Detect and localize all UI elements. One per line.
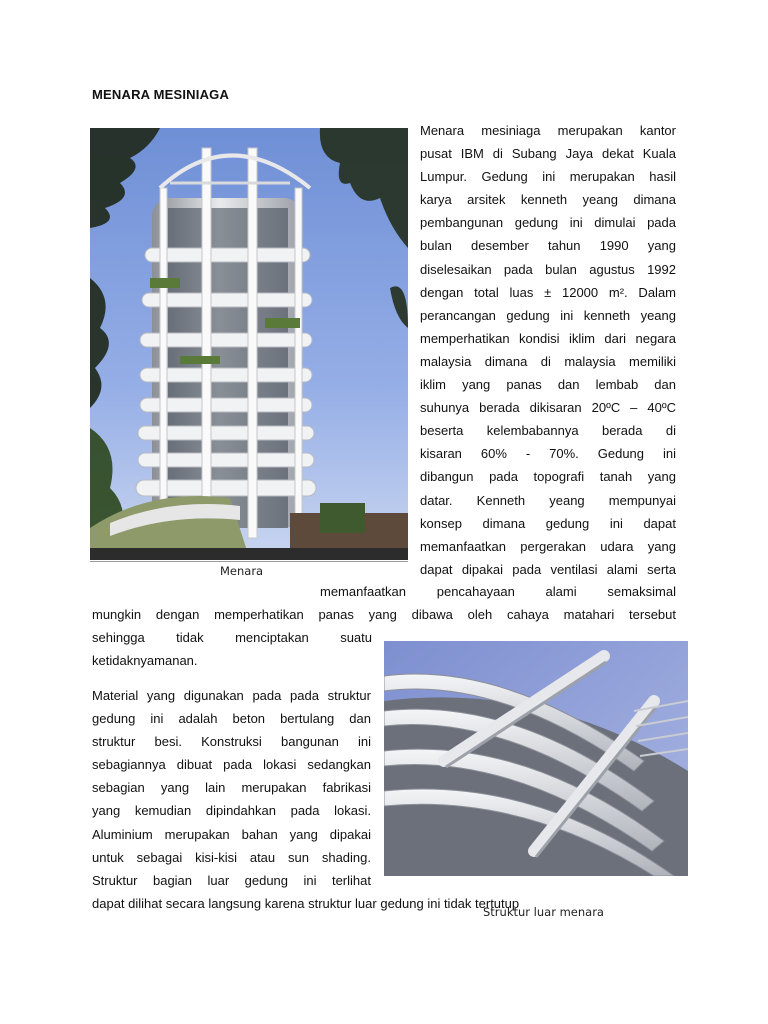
text-line: sebagiannya dibuat pada lokasi sedangkan xyxy=(92,757,371,773)
text-line: sebagian yang lain merupakan fabrikasi xyxy=(92,780,371,796)
text-line: Material yang digunakan pada pada struktur xyxy=(92,688,371,703)
tower-photo-image xyxy=(90,128,408,560)
text-line: dibangun pada topografi tanah yang xyxy=(420,469,676,485)
text-line: struktur besi. Konstruksi bangunan ini xyxy=(92,734,371,750)
text-line: Menara mesiniaga merupakan kantor xyxy=(420,123,676,138)
text-line: pembangunan gedung ini dimulai pada xyxy=(420,215,676,231)
text-line: pusat IBM di Subang Jaya dekat Kuala xyxy=(420,146,676,162)
text-line: memanfaatkan pencahayaan alami semaksimal xyxy=(320,584,676,599)
paragraph-material xyxy=(92,684,520,915)
structure-photo xyxy=(384,641,688,876)
text-line: Lumpur. Gedung ini merupakan hasil xyxy=(420,169,676,185)
text-line: dengan total luas ± 12000 m². Dalam xyxy=(420,284,676,300)
page-title: MENARA MESINIAGA xyxy=(92,87,230,102)
text-line: konsep dimana gedung ini dapat xyxy=(420,515,676,531)
text-line: karya arsitek kenneth yeang dimana xyxy=(420,192,676,208)
figure1-caption: Menara xyxy=(220,564,264,578)
text-line: yang kemudian dipindahkan pada lokasi. xyxy=(92,803,371,819)
text-line: untuk sebagai kisi-kisi atau sun shading. xyxy=(92,849,371,865)
paragraph-intro xyxy=(420,119,676,581)
text-line: datar. Kenneth yeang mempunyai xyxy=(420,492,676,508)
tower-photo xyxy=(90,128,408,560)
text-line: gedung ini adalah beton bertulang dan xyxy=(92,711,371,727)
text-line: memperhatikan kondisi iklim dari negara xyxy=(420,330,676,346)
text-line: memanfaatkan pergerakan udara yang xyxy=(420,538,676,554)
text-line: malaysia dimana di malaysia memiliki xyxy=(420,353,676,369)
structure-photo-image xyxy=(384,641,688,876)
text-line: iklim yang panas dan lembab dan xyxy=(420,377,676,393)
text-line: Struktur bagian luar gedung ini terlihat xyxy=(92,872,371,888)
text-line: suhunya berada dikisaran 20ºC – 40ºC xyxy=(420,400,676,416)
text-line: Aluminium merupakan bahan yang dipakai xyxy=(92,826,371,842)
text-line: bulan desember tahun 1990 yang xyxy=(420,238,676,254)
figure2-caption: Struktur luar menara xyxy=(483,905,604,919)
text-line: perancangan gedung ini kenneth yeang xyxy=(420,307,676,323)
text-line: dapat dilihat secara langsung karena struktur luar gedung ini tidak tertutup xyxy=(92,895,520,911)
text-line: sehingga tidak menciptakan suatu xyxy=(92,630,372,646)
text-line: diselesaikan pada bulan agustus 1992 xyxy=(420,261,676,277)
text-line: beserta kelembabannya berada di xyxy=(420,423,676,439)
text-line: ketidaknyamanan. xyxy=(92,653,198,669)
text-line: dapat dipakai pada ventilasi alami serta xyxy=(420,561,676,577)
figure1-rule xyxy=(90,561,408,562)
text-line: mungkin dengan memperhatikan panas yang dibawa oleh cahaya matahari tersebut xyxy=(92,607,676,623)
text-line: kisaran 60% - 70%. Gedung ini xyxy=(420,446,676,462)
